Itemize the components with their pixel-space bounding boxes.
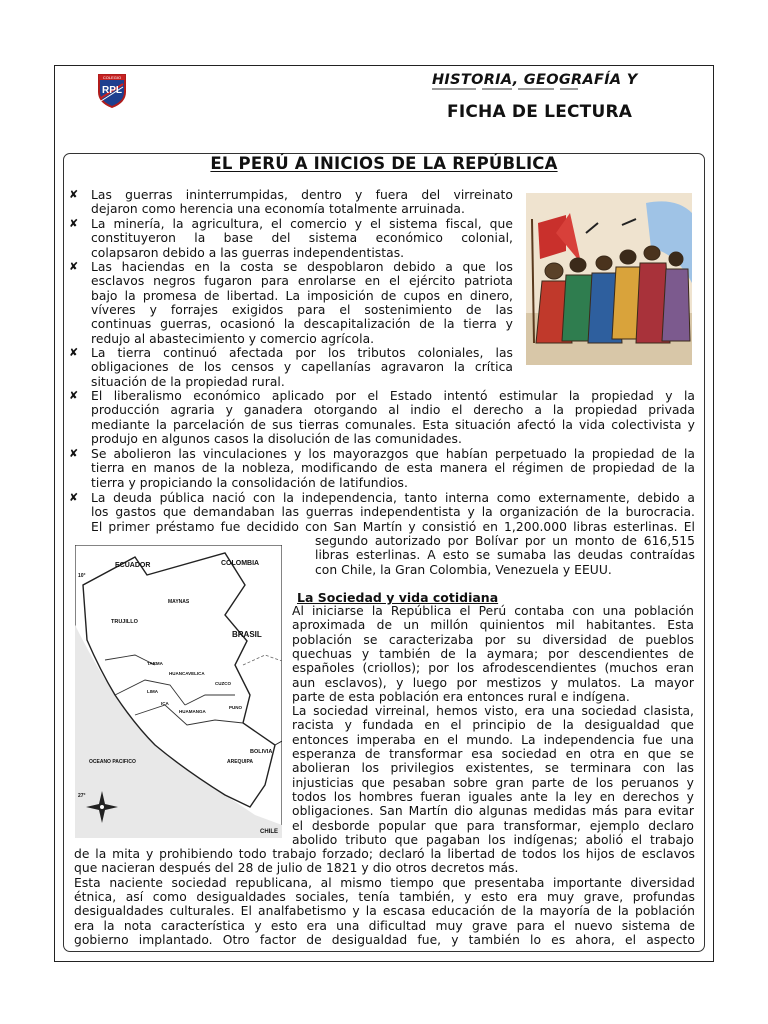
map-label-lat-27: 27°: [78, 793, 86, 799]
bullet-text-line: los gastos que demandaban las guerras independentista y la organización de la burocracia.: [91, 505, 695, 520]
bullet-text-line: La tierra continuó afectada por los tributos coloniales, las: [91, 346, 513, 360]
society-text-line: abolieran los privilegios existentes, se terminara con las: [292, 761, 694, 776]
bullet-text-line: La minería, la agricultura, el comercio y el sistema fiscal, que: [91, 217, 513, 231]
peru-map: [75, 545, 282, 838]
debt-text-line: con Chile, la Gran Colombia, Venezuela y EEUU.: [315, 562, 612, 577]
society-text-line: aun esclavos), y luego por mestizos y mulatos. La mayor: [292, 675, 694, 690]
bullet-marker-icon: ✘: [69, 260, 79, 273]
society-text-line: de la mita y prohibiendo todo trabajo forzado; declaró la libertad de todos los hijos de esclavos: [74, 847, 695, 861]
map-label-lima: LIMA: [147, 689, 158, 694]
logo-text: RPL: [102, 85, 122, 96]
bullet-text-line: bajo la promesa de libertad. La imposición de cupos en dinero,: [91, 288, 513, 303]
society-text-line: obligaciones. San Martín dio algunas medidas más para evitar: [292, 804, 694, 819]
map-label-cuzco: CUZCO: [215, 681, 231, 686]
bullet-marker-icon: ✘: [69, 217, 79, 230]
map-label-bolivia: BOLIVIA: [250, 749, 273, 755]
bullet-text-line: constituyeron la base del sistema económico colonial,: [91, 231, 513, 246]
bullet-text-line: víveres y forrajes exigidos para el sostenimiento de las: [91, 302, 513, 317]
independence-painting: [526, 193, 692, 365]
bullet-text-line: continuas guerras, ocasionó la descapitalización de la tierra y: [91, 317, 513, 332]
school-logo: [96, 72, 128, 108]
map-label-puno: PUNO: [229, 705, 243, 710]
society-text-line: aproximada de un millón quinientos mil habitantes. Esta: [292, 618, 694, 633]
subject-heading: HISTORIA, GEOGRAFÍA Y: [432, 72, 638, 88]
bullet-text-line: Se abolieron las vinculaciones y los mayorazgos que habían perpetuado la propiedad de la: [91, 447, 695, 461]
bullet-marker-icon: ✘: [69, 346, 79, 359]
bullet-text-line: La deuda pública nació con la independencia, tanto interna como externamente, debido a: [91, 491, 695, 505]
bullet-text-line: situación de la propiedad rural.: [91, 374, 285, 389]
society-text-line: La sociedad virreinal, hemos visto, era una sociedad clasista,: [292, 704, 694, 719]
map-label-lat-10: 10°: [78, 573, 86, 579]
document-type: FICHA DE LECTURA: [447, 102, 633, 122]
bullet-marker-icon: ✘: [69, 188, 79, 201]
society-text-line: españoles (criollos); por los afrodescendientes (muchos eran: [292, 661, 694, 676]
bullet-text-line: obligaciones de los censos y capellanías agravaron la crítica: [91, 360, 513, 375]
bullet-text-line: dejaron como herencia una economía totalmente arruinada.: [91, 202, 465, 217]
bullet-text-line: esclavos negros fugaron para enrolarse en el ejército patriota: [91, 274, 513, 289]
society-text-line: Esta naciente sociedad republicana, al mismo tiempo que presentaba importante diversidad: [74, 875, 695, 890]
society-text-line: abolido tributo que pagaban los indígenas; abolió el trabajo: [292, 832, 694, 847]
logo-top-text: COLEGIO: [102, 75, 122, 80]
bullet-text-line: produjo en algunos casos la disolución de las comunidades.: [91, 431, 462, 446]
bullet-marker-icon: ✘: [69, 447, 79, 460]
society-text-line: injusticias que pesaban sobre gran parte de los peruanos y: [292, 775, 694, 790]
bullet-text-line: redujo al abastecimiento y comercio agrícola.: [91, 331, 375, 346]
society-text-line: étnica, así como desigualdades sociales, tenía también, y esto era muy grave, profundas: [74, 889, 695, 904]
society-text-line: quechuas y también de la aymara; por descendientes de: [292, 646, 694, 661]
society-text-line: entonces imperaba en el mundo. La independencia fue una: [292, 732, 694, 747]
map-label-chile: CHILE: [260, 829, 278, 835]
bullet-marker-icon: ✘: [69, 389, 79, 402]
map-label-arequipa: AREQUIPA: [227, 759, 254, 765]
society-text-line: Al iniciarse la República el Perú contaba con una población: [292, 604, 694, 618]
society-text-line: desigualdades culturales. El analfabetismo y la escasa educación de la mayoría de la población: [74, 904, 695, 919]
society-text-line: parte de esta población era entonces rural e indígena.: [292, 689, 630, 704]
society-text-line: el desborde popular que para transformar, ejemplo declaro: [292, 818, 694, 833]
society-text-line: gobierno implantado. Otro factor de desigualdad fue, y también lo es ahora, el aspecto: [74, 932, 695, 947]
bullet-text-line: producción agraria y ganadera otorgando al indio el derecho a la propiedad privada: [91, 403, 695, 418]
bullet-text-line: tierra en manos de la nobleza, modificando de esta manera el régimen de propiedad de la: [91, 461, 695, 476]
bullet-text-line: Las guerras ininterrumpidas, dentro y fuera del virreinato: [91, 188, 513, 202]
section-heading: La Sociedad y vida cotidiana: [297, 590, 499, 605]
page-title: EL PERÚ A INICIOS DE LA REPÚBLICA: [210, 154, 558, 173]
map-label-ecuador: ECUADOR: [115, 562, 151, 569]
society-text-line: población se caracterizaba por su diversidad de pueblos: [292, 632, 694, 647]
society-text-line: esperanza de transformar esa sociedad en otra en que se: [292, 747, 694, 761]
bullet-text-line: El liberalismo económico aplicado por el Estado intentó estimular la propiedad y la: [91, 389, 695, 403]
debt-text-line: libras esterlinas. A esto se sumaba las deudas contraídas: [315, 548, 695, 563]
bullet-text-line: mediante la parcelación de sus tierras comunales. Esta situación afectó la vida colectivista y: [91, 417, 695, 432]
society-text-line: que nacieran después del 28 de julio de 1821 y dio otros decretos más.: [74, 861, 519, 876]
map-label-ica: ICA: [161, 701, 169, 706]
map-label-ocean: OCEANO PACIFICO: [89, 759, 136, 765]
debt-text-line: segundo autorizado por Bolívar por un monto de 616,515: [315, 534, 695, 548]
map-label-colombia: COLOMBIA: [221, 560, 260, 567]
society-text-line: racista y fundada en el principio de la desigualdad que: [292, 718, 694, 733]
bullet-text-line: tierra y propiciando la consolidación de latifundios.: [91, 475, 408, 490]
society-text-line: todos los hombres fueran iguales ante la ley en derechos y: [292, 789, 694, 804]
map-label-tarma: TARMA: [147, 661, 163, 666]
society-text-line: era la nota característica y esto era una dificultad muy grave para el nuevo sistema de: [74, 918, 695, 933]
map-label-trujillo: TRUJILLO: [111, 619, 138, 625]
map-label-maynas: MAYNAS: [168, 599, 190, 605]
bullet-marker-icon: ✘: [69, 491, 79, 504]
bullet-text-line: Las haciendas en la costa se despoblaron debido a que los: [91, 260, 513, 274]
map-label-brasil: BRASIL: [232, 630, 262, 639]
cut-off-text-line: [432, 88, 612, 92]
map-label-huancavelica: HUANCAVELICA: [169, 671, 205, 676]
map-label-huamanga: HUAMANGA: [179, 709, 206, 714]
bullet-text-line: colapsaron debido a las guerras independentistas.: [91, 245, 405, 260]
bullet-text-line: El primer préstamo fue decidido con San Martín y consistió en 1,200.000 libras esterlinas. El: [91, 519, 695, 534]
